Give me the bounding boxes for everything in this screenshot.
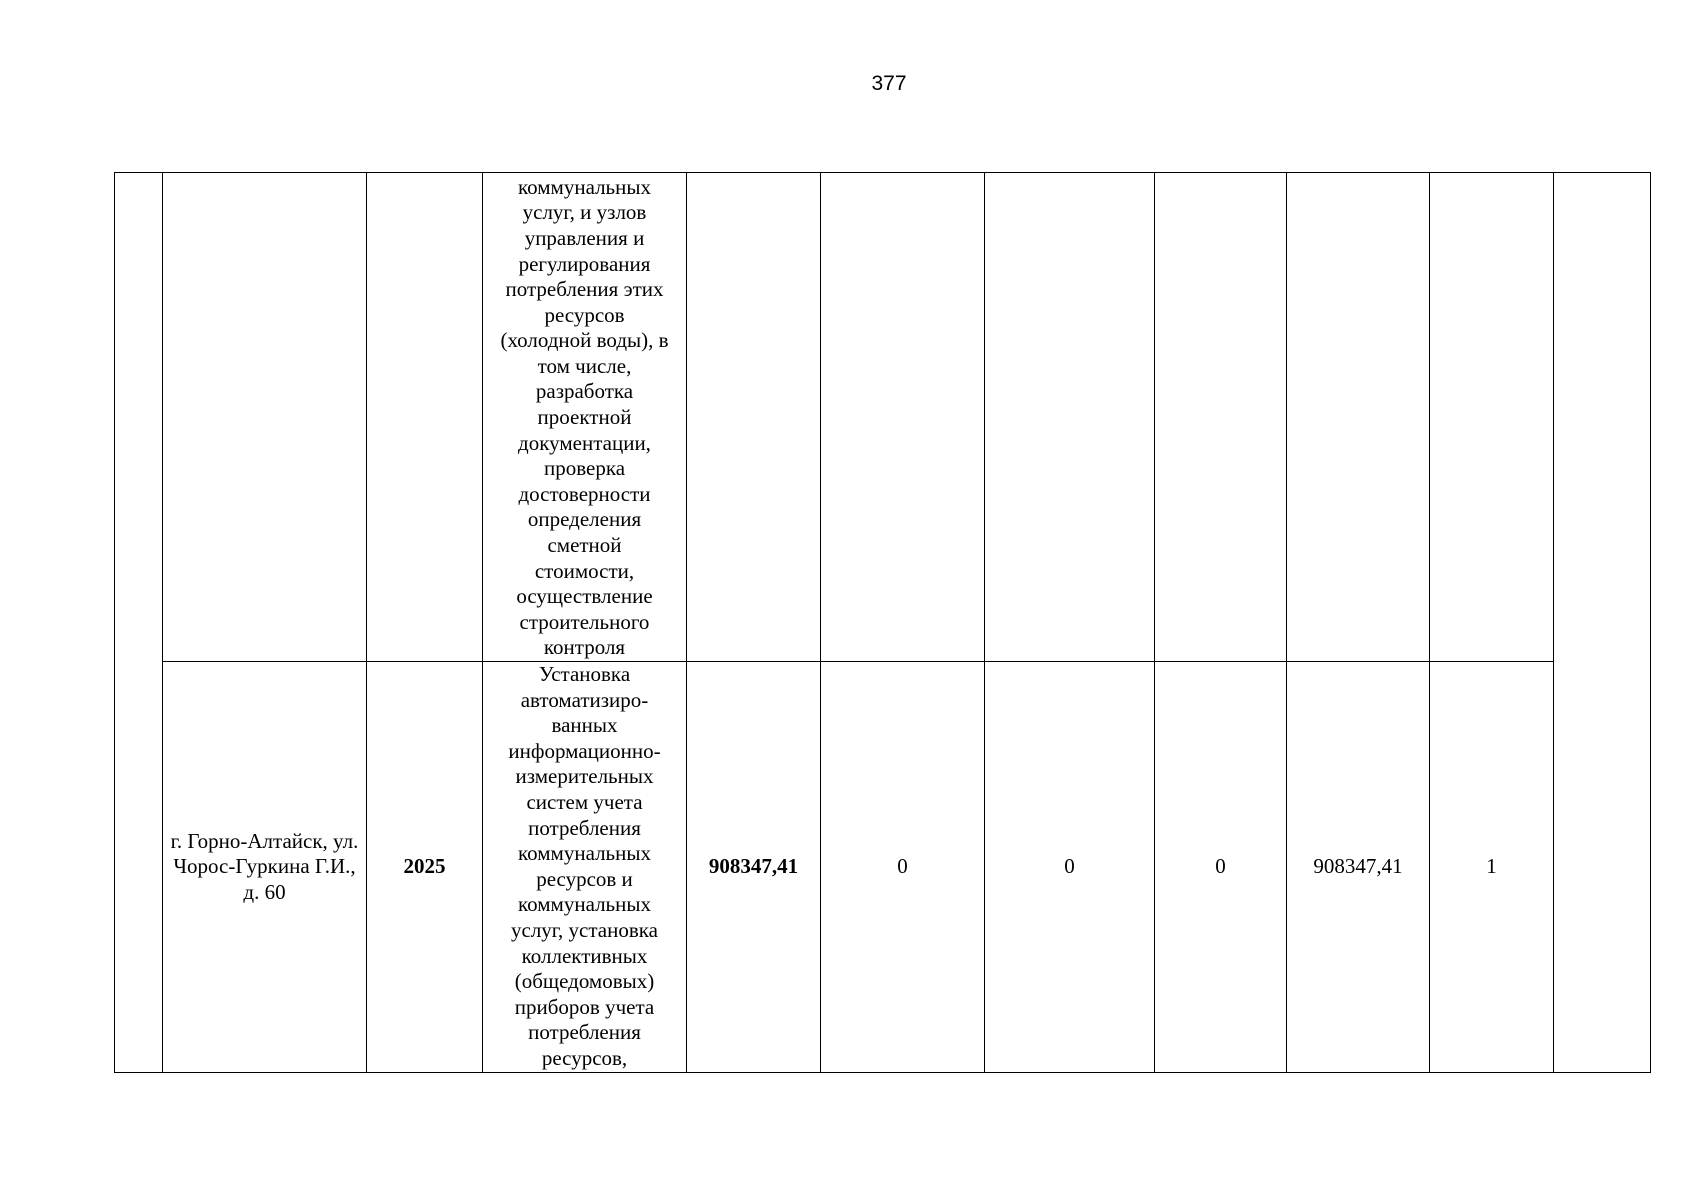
value-cell: 0 [985, 662, 1155, 1073]
value-cell [1430, 173, 1554, 662]
value-cell [1287, 173, 1430, 662]
total-cost-cell: 908347,41 [687, 662, 821, 1073]
value-cell [1155, 173, 1287, 662]
program-table [114, 172, 1651, 1073]
value-cell: 0 [821, 662, 985, 1073]
value-cell [821, 173, 985, 662]
total-cost-cell [687, 173, 821, 662]
value-cell: 908347,41 [1287, 662, 1430, 1073]
row-number-cell [115, 173, 163, 1073]
table-row [115, 173, 1651, 662]
address-cell [163, 173, 367, 662]
work-description-cell: коммунальных услуг, и узлов управления и регулирования потребления этих ресурсов (холодной воды), в том числе, разработка проектной документации, проверка достоверности определения сметной стоимости, осуществление строительного контроля [483, 173, 687, 662]
year-cell [367, 173, 483, 662]
value-cell: 1 [1430, 662, 1554, 1073]
last-column-cell [1554, 173, 1651, 1073]
page-number: 377 [871, 72, 907, 95]
value-cell [985, 173, 1155, 662]
table-row [115, 662, 1651, 1073]
value-cell: 0 [1155, 662, 1287, 1073]
work-description-cell: Установка автоматизиро- ванных информационно- измерительных систем учета потребления коммунальных ресурсов и коммунальных услуг, установка коллективных (общедомовых) приборов учета потребления ресурсов, [483, 662, 687, 1073]
year-cell: 2025 [367, 662, 483, 1073]
address-cell: г. Горно-Алтайск, ул. Чорос-Гуркина Г.И., д. 60 [163, 662, 367, 1073]
